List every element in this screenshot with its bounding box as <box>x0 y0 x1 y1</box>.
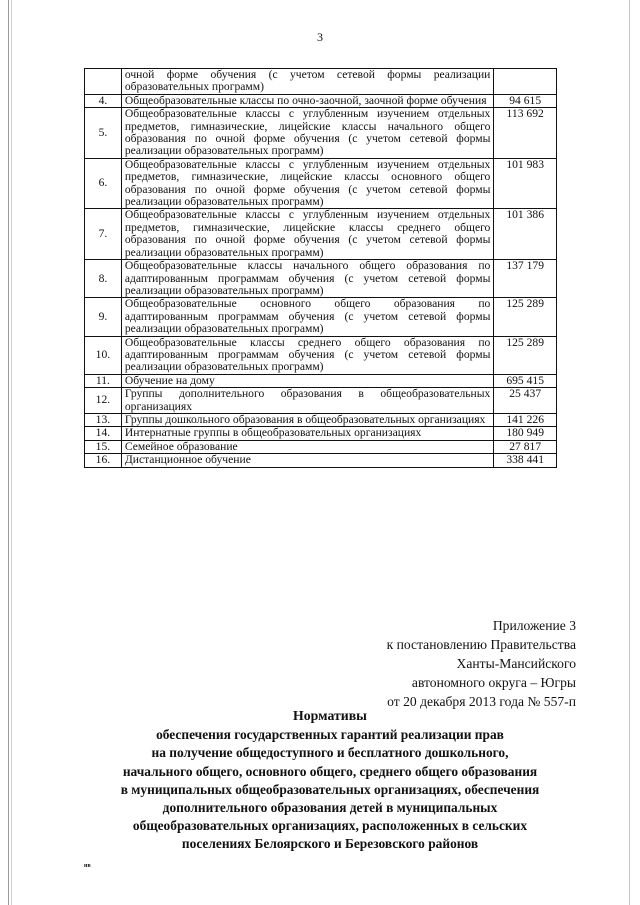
row-value: 25 437 <box>494 388 557 414</box>
title-line: в муниципальных общеобразовательных организациях, обеспечения <box>120 781 540 797</box>
table-row <box>85 427 557 440</box>
table-row <box>85 69 557 95</box>
row-number: 11. <box>85 374 122 387</box>
row-number: 16. <box>85 454 122 467</box>
row-description: Группы дошкольного образования в общеобразовательных организациях <box>121 413 494 426</box>
table-row <box>85 374 557 387</box>
row-number <box>85 69 122 95</box>
table-row <box>85 158 557 209</box>
table-row <box>85 94 557 107</box>
row-number: 9. <box>85 298 122 336</box>
row-value: 101 386 <box>494 209 557 260</box>
title-heading: Нормативы <box>293 708 367 723</box>
row-description: Общеобразовательные классы с углубленным изучением отдельных предметов, гимназические, лицейские классы начального общего образования по очной форме обучения (с учетом сетевой формы реализации образовательных программ) <box>121 108 494 159</box>
row-number: 15. <box>85 440 122 453</box>
row-description: Общеобразовательные классы среднего общего образования по адаптированным программам обучения (с учетом сетевой формы реализации образовательных программ) <box>121 336 494 374</box>
row-number: 10. <box>85 336 122 374</box>
page-number: 3 <box>317 30 323 44</box>
table-row <box>85 440 557 453</box>
table-row <box>85 298 557 336</box>
appendix-line: Ханты-Мансийского <box>456 656 576 671</box>
table-row <box>85 209 557 260</box>
row-value: 125 289 <box>494 298 557 336</box>
title-line: дополнительного образования детей в муниципальных <box>162 800 498 816</box>
scan-edge-line <box>11 0 12 905</box>
row-value: 125 289 <box>494 336 557 374</box>
row-value: 101 983 <box>494 158 557 209</box>
row-description: Интернатные группы в общеобразовательных организациях <box>121 427 494 440</box>
row-number: 6. <box>85 158 122 209</box>
title-line: на получение общедоступного и бесплатного дошкольного, <box>151 745 509 761</box>
row-description: Дистанционное обучение <box>121 454 494 467</box>
row-value: 141 226 <box>494 413 557 426</box>
row-description: Общеобразовательные классы начального общего образования по адаптированным программам обучения (с учетом сетевой формы реализации образовательных программ) <box>121 260 494 298</box>
row-number: 8. <box>85 260 122 298</box>
row-number: 5. <box>85 108 122 159</box>
row-number: 13. <box>85 413 122 426</box>
row-value <box>494 69 557 95</box>
document-title <box>40 707 620 854</box>
title-line: начального общего, основного общего, среднего общего образования <box>122 763 538 779</box>
title-line: общеобразовательных организациях, расположенных в сельских <box>132 818 528 834</box>
row-description: Обучение на дому <box>121 374 494 387</box>
executor-initials: нв <box>84 863 91 869</box>
row-number: 12. <box>85 388 122 414</box>
appendix-line: Приложение 3 <box>492 618 576 633</box>
row-value: 338 441 <box>494 454 557 467</box>
table-row <box>85 388 557 414</box>
row-description: Общеобразовательные классы с углубленным изучением отдельных предметов, гимназические, лицейские классы среднего общего образования по очной форме обучения (с учетом сетевой формы реализации образовательных программ) <box>121 209 494 260</box>
table-row <box>85 108 557 159</box>
row-value: 113 692 <box>494 108 557 159</box>
row-number: 4. <box>85 94 122 107</box>
row-value: 27 817 <box>494 440 557 453</box>
row-value: 695 415 <box>494 374 557 387</box>
row-value: 94 615 <box>494 94 557 107</box>
row-description: очной форме обучения (с учетом сетевой формы реализации образовательных программ) <box>121 69 494 95</box>
appendix-line: автономного округа – Югры <box>411 675 576 690</box>
norms-table <box>84 68 557 468</box>
row-description: Общеобразовательные основного общего образования по адаптированным программам обучения (с учетом сетевой формы реализации образовательных программ) <box>121 298 494 336</box>
title-line: обеспечения государственных гарантий реализации прав <box>156 727 504 743</box>
table-row <box>85 454 557 467</box>
scan-edge-line <box>8 0 9 905</box>
table-row <box>85 336 557 374</box>
appendix-block <box>387 616 576 711</box>
table-row <box>85 260 557 298</box>
row-description: Общеобразовательные классы с углубленным изучением отдельных предметов, гимназические, лицейские классы основного общего образования по очной форме обучения (с учетом сетевой формы реализации образовательных программ) <box>121 158 494 209</box>
scan-edge-line <box>629 0 630 905</box>
row-description: Группы дополнительного образования в общеобразовательных организациях <box>121 388 494 414</box>
title-line: поселениях Белоярского и Березовского районов <box>181 836 479 852</box>
appendix-line: к постановлению Правительства <box>386 637 576 652</box>
row-value: 180 949 <box>494 427 557 440</box>
row-number: 14. <box>85 427 122 440</box>
table-row <box>85 413 557 426</box>
row-description: Общеобразовательные классы по очно-заочной, заочной форме обучения <box>121 94 494 107</box>
row-description: Семейное образование <box>121 440 494 453</box>
row-value: 137 179 <box>494 260 557 298</box>
appendix-line: от 20 декабря 2013 года № 557-п <box>387 694 576 709</box>
row-number: 7. <box>85 209 122 260</box>
